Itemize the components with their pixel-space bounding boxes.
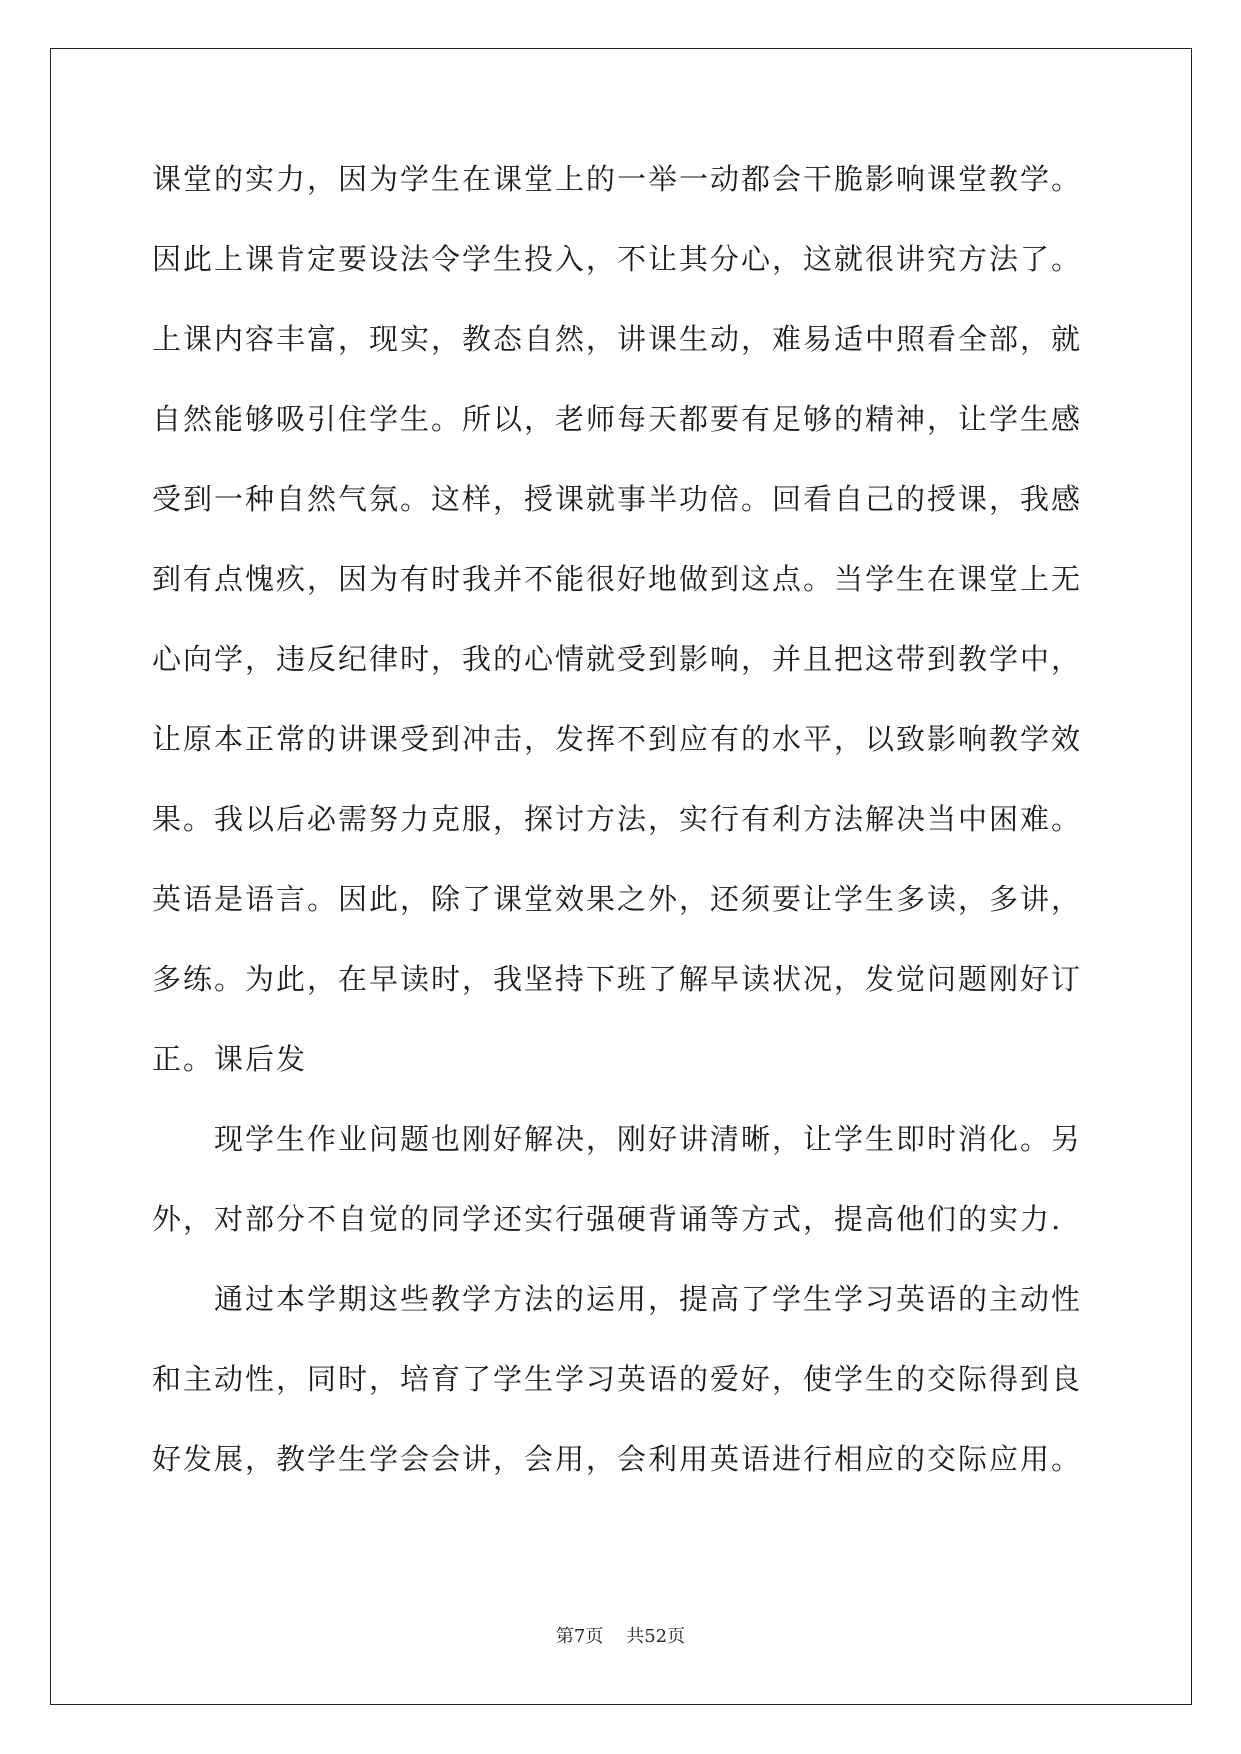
paragraph-line: 课堂的实力，因为学生在课堂上的一举一动都会干脆影响课堂教学。	[152, 162, 1083, 196]
paragraph-line: 现学生作业问题也刚好解决，刚好讲清晰，让学生即时消化。另	[214, 1122, 1083, 1156]
paragraph-line: 自然能够吸引住学生。所以，老师每天都要有足够的精神，让学生感	[152, 402, 1083, 436]
paragraph-line: 上课内容丰富，现实，教态自然，讲课生动，难易适中照看全部，就	[152, 322, 1083, 356]
paragraph-line: 心向学，违反纪律时，我的心情就受到影响，并且把这带到教学中，	[152, 642, 1083, 676]
paragraph-line: 受到一种自然气氛。这样，授课就事半功倍。回看自己的授课，我感	[152, 482, 1083, 516]
paragraph-line: 因此上课肯定要设法令学生投入，不让其分心，这就很讲究方法了。	[152, 242, 1083, 276]
paragraph-line: 通过本学期这些教学方法的运用，提高了学生学习英语的主动性	[214, 1282, 1083, 1316]
paragraph-line: 和主动性，同时，培育了学生学习英语的爱好，使学生的交际得到良	[152, 1362, 1083, 1396]
paragraph-line: 正。课后发	[152, 1042, 308, 1076]
paragraph-line: 好发展，教学生学会会讲，会用，会利用英语进行相应的交际应用。	[152, 1442, 1083, 1476]
page-number-footer: 第7页 共52页	[555, 1626, 686, 1647]
paragraph-line: 让原本正常的讲课受到冲击，发挥不到应有的水平，以致影响教学效	[152, 722, 1083, 756]
paragraph-line: 多练。为此，在早读时，我坚持下班了解早读状况，发觉问题刚好订	[152, 962, 1083, 996]
document-body	[152, 152, 1092, 1512]
paragraph-line: 英语是语言。因此，除了课堂效果之外，还须要让学生多读，多讲，	[152, 882, 1083, 916]
paragraph-line: 外，对部分不自觉的同学还实行强硬背诵等方式，提高他们的实力.	[152, 1202, 1063, 1236]
paragraph-line: 到有点愧疚，因为有时我并不能很好地做到这点。当学生在课堂上无	[152, 562, 1083, 596]
paragraph-line: 果。我以后必需努力克服，探讨方法，实行有利方法解决当中困难。	[152, 802, 1083, 836]
